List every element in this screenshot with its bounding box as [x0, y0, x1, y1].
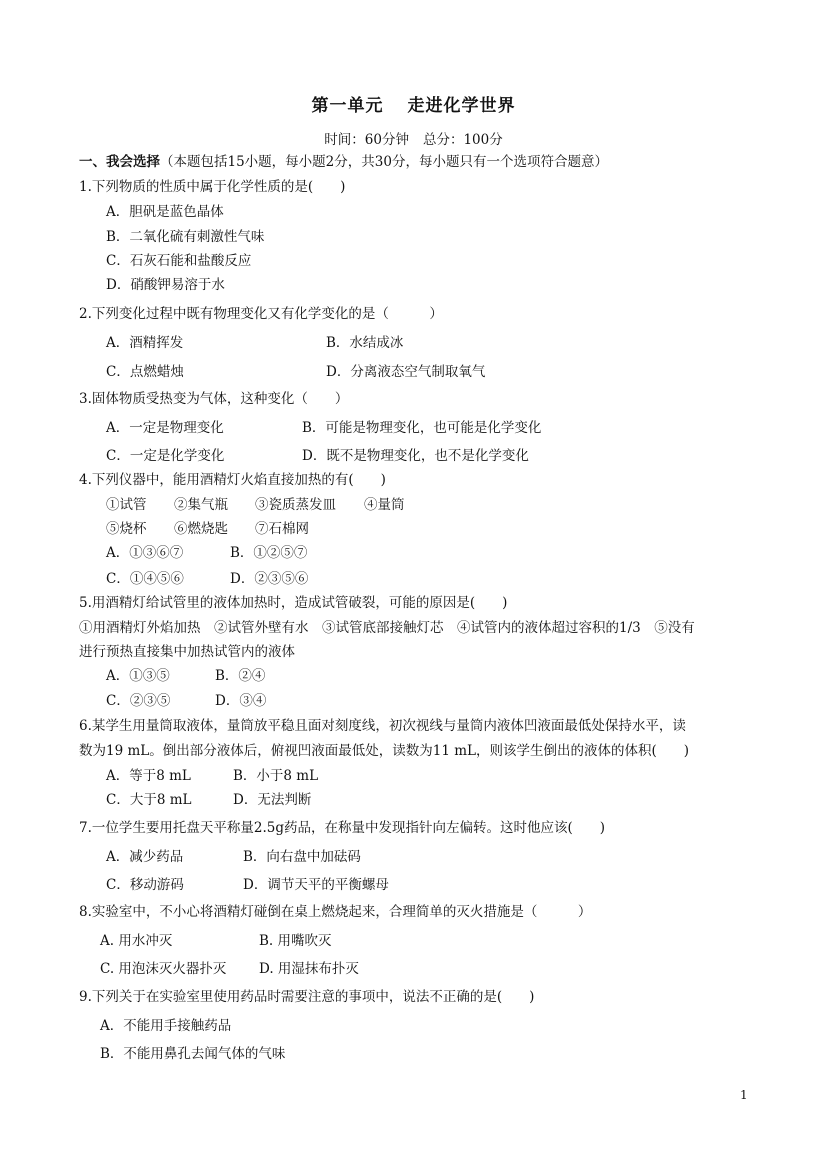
q4-item-1: ①试管	[106, 497, 147, 513]
q5-option-a: A．①③⑤	[106, 668, 170, 684]
q2-option-c: C．点燃蜡烛	[106, 364, 184, 380]
q9-option-b: B．不能用鼻孔去闻气体的气味	[100, 1046, 286, 1062]
question-6-stem: 6.某学生用量筒取液体，量筒放平稳且面对刻度线，初次视线与量筒内液体凹液面最低处保持水平，读	[79, 718, 686, 734]
q7-option-d: D．调节天平的平衡螺母	[243, 877, 389, 893]
section-instructions: （本题包括15小题，每小题2分，共30分，每小题只有一个选项符合题意）	[160, 154, 608, 170]
q2-option-a: A．酒精挥发	[106, 335, 184, 351]
section-header	[79, 153, 608, 171]
question-8-stem: 8.实验室中，不小心将酒精灯碰倒在桌上燃烧起来，合理简单的灭火措施是（ ）	[79, 904, 592, 920]
q1-option-b: B．二氧化硫有刺激性气味	[106, 229, 265, 245]
section-heading: 一、我会选择	[79, 154, 160, 170]
topic-label: 走进化学世界	[407, 96, 516, 116]
q6-option-c: C．大于8 mL	[106, 792, 192, 808]
q9-option-a: A．不能用手接触药品	[100, 1018, 232, 1034]
unit-label: 第一单元	[311, 96, 384, 116]
q5-description-line-1: ①用酒精灯外焰加热 ②试管外壁有水 ③试管底部接触灯芯 ④试管内的液体超过容积的1/3 ⑤没有	[79, 620, 695, 636]
q3-option-c: C．一定是化学变化	[106, 448, 225, 464]
q4-option-d: D．②③⑤⑥	[230, 571, 309, 587]
time-label: 时间：60分钟	[324, 132, 409, 148]
q4-item-2: ②集气瓶	[174, 497, 228, 513]
q5-option-c: C．②③⑤	[106, 693, 171, 709]
page-number: 1	[740, 1088, 748, 1102]
q5-description-line-2: 进行预热直接集中加热试管内的液体	[79, 644, 295, 660]
question-6-stem-continued: 数为19 mL。倒出部分液体后，俯视凹液面最低处，读数为11 mL，则该学生倒出的液体的体积( )	[79, 743, 690, 759]
q6-option-b: B．小于8 mL	[233, 768, 319, 784]
q4-item-7: ⑦石棉网	[255, 521, 309, 537]
q5-option-b: B．②④	[215, 668, 266, 684]
question-7-stem: 7.一位学生要用托盘天平称量2.5g药品，在称量中发现指针向左偏转。这时他应该( )	[79, 820, 606, 836]
q4-item-3: ③瓷质蒸发皿	[255, 497, 336, 513]
question-5-stem: 5.用酒精灯给试管里的液体加热时，造成试管破裂，可能的原因是( )	[79, 595, 508, 611]
exam-meta	[0, 128, 827, 148]
q8-option-c: C. 用泡沫灭火器扑灭	[100, 961, 227, 977]
q4-option-a: A．①③⑥⑦	[106, 545, 184, 561]
q1-option-a: A．胆矾是蓝色晶体	[106, 204, 224, 220]
q5-option-d: D．③④	[215, 693, 267, 709]
q8-option-b: B. 用嘴吹灭	[259, 933, 332, 949]
q3-option-d: D．既不是物理变化，也不是化学变化	[302, 448, 529, 464]
q2-option-b: B．水结成冰	[326, 335, 404, 351]
q1-option-d: D．硝酸钾易溶于水	[106, 277, 225, 293]
question-2-stem: 2.下列变化过程中既有物理变化又有化学变化的是（ ）	[79, 306, 443, 322]
score-label: 总分：100分	[422, 132, 503, 148]
q4-item-4: ④量筒	[364, 497, 405, 513]
q4-option-b: B．①②⑤⑦	[230, 545, 308, 561]
q2-option-d: D．分离液态空气制取氧气	[326, 364, 486, 380]
q7-option-c: C．移动游码	[106, 877, 184, 893]
q4-item-5: ⑤烧杯	[106, 521, 147, 537]
question-9-stem: 9.下列关于在实验室里使用药品时需要注意的事项中，说法不正确的是( )	[79, 989, 535, 1005]
q6-option-a: A．等于8 mL	[106, 768, 191, 784]
question-4-stem: 4.下列仪器中，能用酒精灯火焰直接加热的有( )	[79, 472, 386, 488]
q3-option-b: B．可能是物理变化，也可能是化学变化	[302, 420, 542, 436]
q6-option-d: D．无法判断	[233, 792, 312, 808]
question-3-stem: 3.固体物质受热变为气体，这种变化（ ）	[79, 391, 349, 407]
q8-option-a: A. 用水冲灭	[100, 933, 173, 949]
q7-option-b: B．向右盘中加砝码	[243, 849, 361, 865]
q1-option-c: C．石灰石能和盐酸反应	[106, 253, 252, 269]
q8-option-d: D. 用湿抹布扑灭	[259, 961, 359, 977]
q3-option-a: A．一定是物理变化	[106, 420, 224, 436]
q7-option-a: A．减少药品	[106, 849, 184, 865]
q4-option-c: C．①④⑤⑥	[106, 571, 184, 587]
q4-item-6: ⑥燃烧匙	[174, 521, 228, 537]
question-1-stem: 1.下列物质的性质中属于化学性质的是( )	[79, 179, 346, 195]
page-title	[0, 91, 827, 116]
